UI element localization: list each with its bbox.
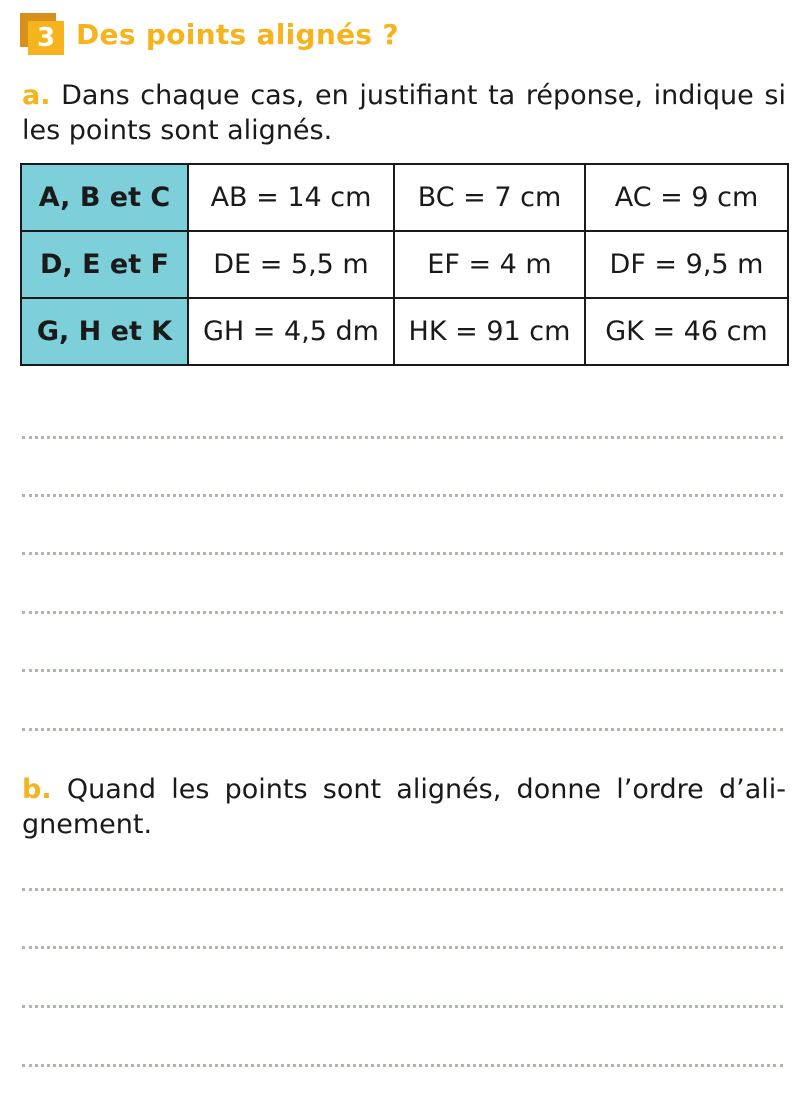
question-a-text: Dans chaque cas, en justifiant ta réponse, indique si les points sont alignés. xyxy=(22,80,786,146)
table-row xyxy=(21,298,788,365)
answer-line-a-5[interactable] xyxy=(22,669,783,672)
answer-line-a-3[interactable] xyxy=(22,552,783,555)
exercise-header xyxy=(20,10,399,58)
table-row xyxy=(21,231,788,298)
table-cell: EF = 4 m xyxy=(394,231,585,298)
answer-line-a-4[interactable] xyxy=(22,611,783,614)
table-cell: HK = 91 cm xyxy=(394,298,585,365)
exercise-title: Des points alignés ? xyxy=(76,17,399,51)
row-header: A, B et C xyxy=(21,164,188,231)
answer-line-b-2[interactable] xyxy=(22,946,783,949)
exercise-number-badge xyxy=(20,13,66,55)
measurements-table xyxy=(20,163,789,366)
table-cell: AC = 9 cm xyxy=(585,164,788,231)
answer-line-b-1[interactable] xyxy=(22,888,783,891)
table-cell: GH = 4,5 dm xyxy=(188,298,394,365)
question-b-text: Quand les points sont alignés, donne l’ordre d’ali- gnement. xyxy=(22,774,786,840)
answer-line-b-3[interactable] xyxy=(22,1005,783,1008)
answer-line-a-2[interactable] xyxy=(22,494,783,497)
question-b-letter: b. xyxy=(22,774,52,805)
question-b xyxy=(22,772,786,842)
answer-line-b-4[interactable] xyxy=(22,1064,783,1067)
question-a xyxy=(22,78,786,148)
table-cell: DE = 5,5 m xyxy=(188,231,394,298)
row-header: D, E et F xyxy=(21,231,188,298)
table-row xyxy=(21,164,788,231)
answer-line-a-1[interactable] xyxy=(22,436,783,439)
table-cell: DF = 9,5 m xyxy=(585,231,788,298)
answer-line-a-6[interactable] xyxy=(22,728,783,731)
question-a-letter: a. xyxy=(22,80,51,111)
table-cell: BC = 7 cm xyxy=(394,164,585,231)
table-cell: GK = 46 cm xyxy=(585,298,788,365)
exercise-number: 3 xyxy=(28,21,64,55)
table-cell: AB = 14 cm xyxy=(188,164,394,231)
row-header: G, H et K xyxy=(21,298,188,365)
